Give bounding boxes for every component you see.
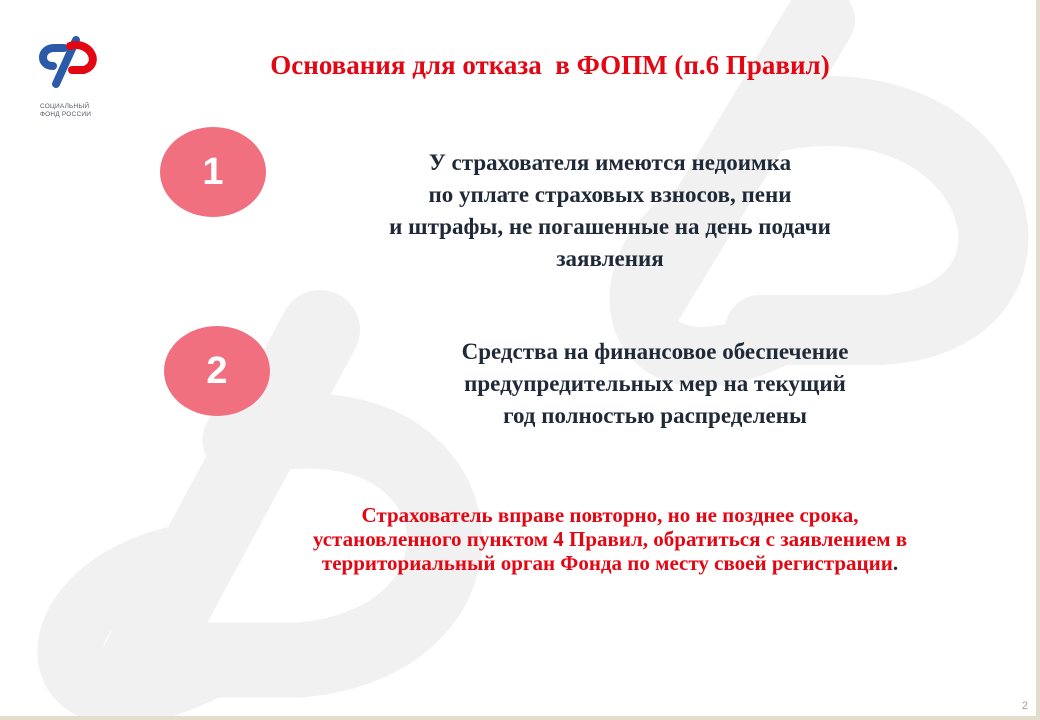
- reapply-note: [230, 503, 990, 575]
- slide-title: Основания для отказа в ФОПМ (п.6 Правил): [270, 50, 830, 80]
- page-number: 2: [1021, 700, 1028, 712]
- reason-2-line: Средства на финансовое обеспечение: [461, 339, 849, 364]
- logo-text: [40, 103, 120, 119]
- reason-2-text: [400, 336, 910, 432]
- reason-2-line: год полностью распределены: [503, 403, 807, 428]
- reason-1-line: и штрафы, не погашенные на день подачи: [389, 214, 831, 239]
- note-line-text: территориальный орган Фонда по месту своей регистрации: [321, 551, 893, 575]
- reason-1-badge: 1: [160, 127, 266, 217]
- reason-1-text: [335, 147, 885, 275]
- note-line: [230, 551, 990, 575]
- logo: [38, 36, 104, 126]
- reason-1-line: У страхователя имеются недоимка: [428, 150, 792, 175]
- reason-2-badge: 2: [164, 326, 270, 416]
- reason-1-line: по уплате страховых взносов, пени: [428, 182, 792, 207]
- reason-1-line: заявления: [556, 246, 664, 271]
- sfr-logo-icon: [38, 36, 100, 88]
- logo-line-2: ФОНД РОССИИ: [40, 111, 92, 118]
- note-period: .: [892, 551, 899, 575]
- note-line: установленного пунктом 4 Правил, обратиться с заявлением в: [312, 527, 908, 551]
- reason-2-line: предупредительных мер на текущий: [464, 371, 846, 396]
- logo-line-1: СОЦИАЛЬНЫЙ: [40, 103, 90, 110]
- note-line: Страхователь вправе повторно, но не позднее срока,: [361, 503, 859, 527]
